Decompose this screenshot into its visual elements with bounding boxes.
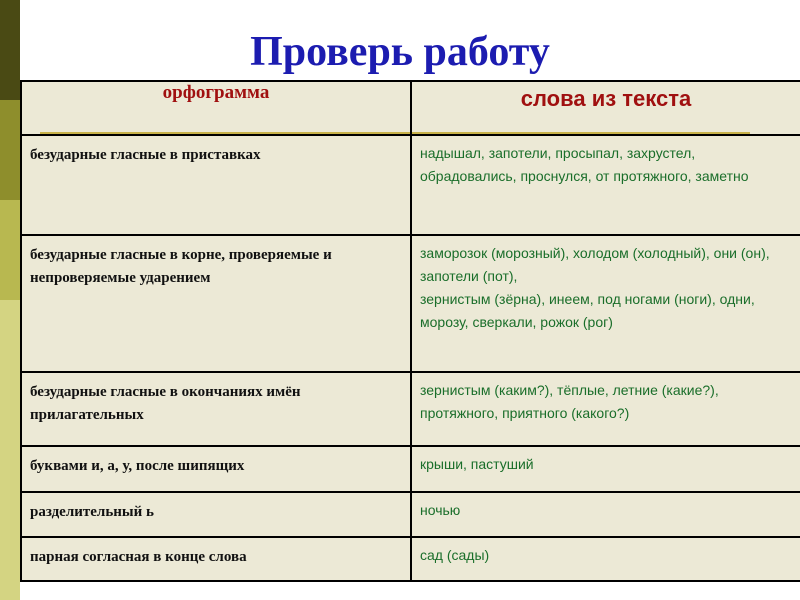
- table-row: [21, 537, 800, 581]
- header-underline: [412, 132, 750, 134]
- words-cell: заморозок (морозный), холодом (холодный), они (он), запотели (пот), зернистым (зёрна), инеем, под ногами (ноги), одни, морозу, сверкали, рожок (рог): [411, 235, 800, 372]
- rule-cell: разделительный ь: [21, 492, 411, 537]
- bar-segment-olive: [0, 100, 20, 200]
- header-words-label: слова из текста: [520, 86, 692, 111]
- rule-cell: безударные гласные в окончаниях имён прилагательных: [21, 372, 411, 446]
- header-orthogram-label: орфограмма: [162, 82, 270, 103]
- rule-cell: безударные гласные в приставках: [21, 135, 411, 235]
- table-row: [21, 235, 800, 372]
- rule-cell: буквами и, а, у, после шипящих: [21, 446, 411, 492]
- header-words: [411, 81, 800, 135]
- rule-cell: безударные гласные в корне, проверяемые и непроверяемые ударением: [21, 235, 411, 372]
- table-row: [21, 135, 800, 235]
- header-underline: [40, 132, 410, 134]
- rule-cell: парная согласная в конце слова: [21, 537, 411, 581]
- bar-segment-light: [0, 300, 20, 600]
- words-cell: ночью: [411, 492, 800, 537]
- words-cell: крыши, пастуший: [411, 446, 800, 492]
- table-header-row: [21, 81, 800, 135]
- words-cell: зернистым (каким?), тёплые, летние (какие?), протяжного, приятного (какого?): [411, 372, 800, 446]
- header-orthogram: [21, 81, 411, 135]
- words-cell: сад (сады): [411, 537, 800, 581]
- table-row: [21, 372, 800, 446]
- words-cell: надышал, запотели, просыпал, захрустел, обрадовались, проснулся, от протяжного, заметно: [411, 135, 800, 235]
- page-title: Проверь работу: [250, 29, 550, 75]
- bar-segment-mid: [0, 200, 20, 300]
- table-row: [21, 446, 800, 492]
- left-decorative-bar: [0, 0, 20, 600]
- spelling-table: [20, 80, 800, 582]
- table-row: [21, 492, 800, 537]
